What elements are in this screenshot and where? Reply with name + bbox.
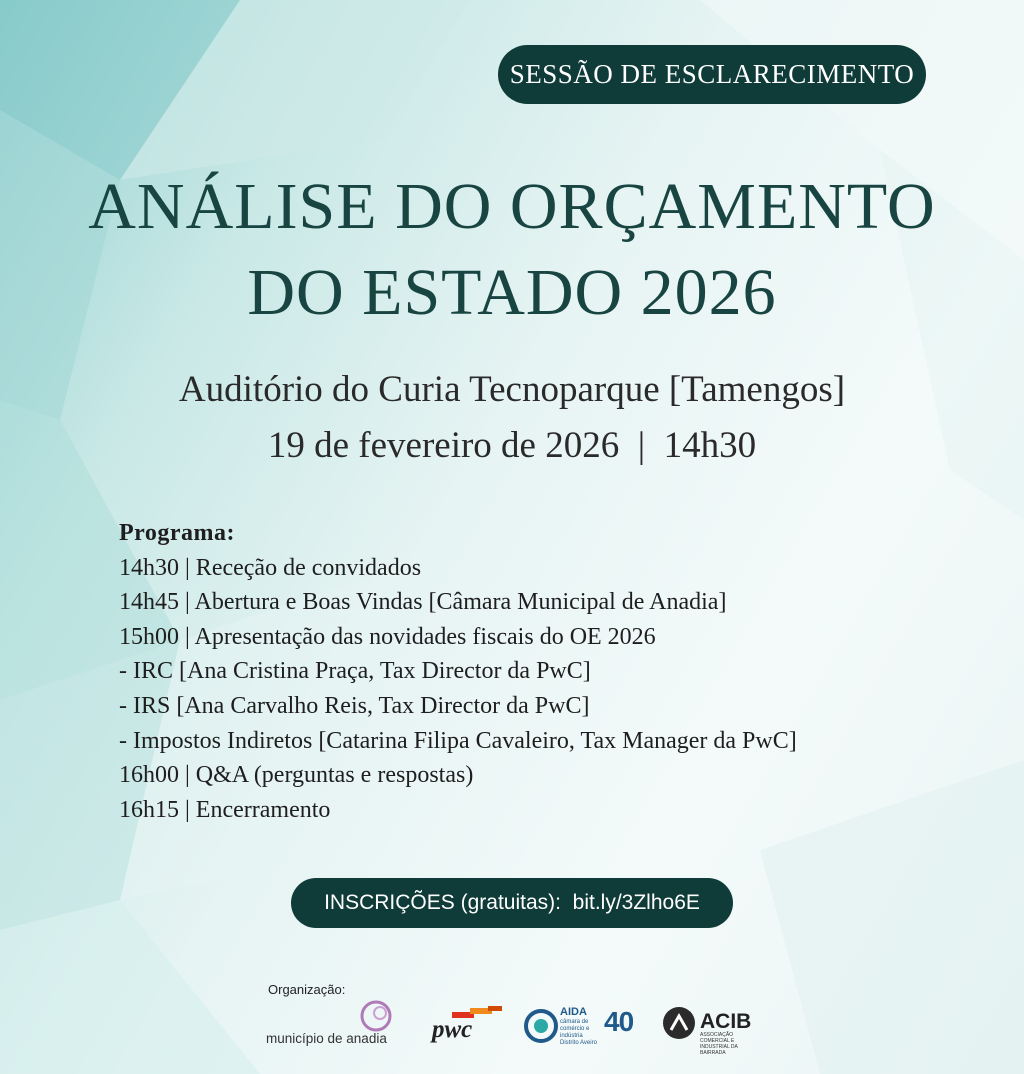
session-badge: SESSÃO DE ESCLARECIMENTO xyxy=(498,45,926,104)
aida-logo-subtext: câmara de comércio e indústria Distrito Aveiro xyxy=(560,1019,597,1046)
program-item: - Impostos Indiretos [Catarina Filipa Cavaleiro, Tax Manager da PwC] xyxy=(119,727,797,754)
registration-link[interactable]: INSCRIÇÕES (gratuitas): bit.ly/3Zlho6E xyxy=(291,878,733,928)
program-item: 15h00 | Apresentação das novidades fiscais do OE 2026 xyxy=(119,623,656,650)
acib-logo xyxy=(662,1004,762,1056)
acib-emblem-icon xyxy=(662,1006,696,1040)
pwc-logo xyxy=(430,1004,508,1048)
venue-location: Auditório do Curia Tecnoparque [Tamengos] xyxy=(178,369,846,410)
program-item: 14h30 | Receção de convidados xyxy=(119,554,422,581)
program-item: - IRS [Ana Carvalho Reis, Tax Director da PwC] xyxy=(119,692,590,719)
anadia-swirl-icon xyxy=(358,998,398,1034)
anadia-logo-text: município de anadia xyxy=(266,1031,387,1046)
aida-emblem-icon xyxy=(524,1006,558,1046)
program-item: 14h45 | Abertura e Boas Vindas [Câmara Municipal de Anadia] xyxy=(119,589,727,616)
program-item: - IRC [Ana Cristina Praça, Tax Director da PwC] xyxy=(119,658,591,685)
aida-logo xyxy=(524,1004,634,1048)
organizers-label: Organização: xyxy=(268,982,346,997)
program-section xyxy=(119,516,939,827)
aida-anniversary-number: 40 xyxy=(604,1006,634,1037)
pwc-logo-text: pwc xyxy=(432,1016,473,1043)
program-heading: Programa: xyxy=(119,520,236,546)
venue-datetime: 19 de fevereiro de 2026 | 14h30 xyxy=(267,425,757,466)
anadia-logo xyxy=(266,998,398,1050)
venue-info xyxy=(0,362,1024,474)
program-item: 16h15 | Encerramento xyxy=(119,796,331,823)
title-line-1: ANÁLISE DO ORÇAMENTO xyxy=(88,170,936,243)
aida-logo-text: AIDA xyxy=(560,1006,587,1018)
program-item: 16h00 | Q&A (perguntas e respostas) xyxy=(119,762,474,789)
page-title xyxy=(0,164,1024,336)
acib-logo-subtext: ASSOCIAÇÃO COMERCIAL E INDUSTRIAL DA BAIRRADA xyxy=(700,1032,738,1056)
title-line-2: DO ESTADO 2026 xyxy=(247,256,777,329)
acib-logo-text: ACIB xyxy=(700,1010,752,1033)
